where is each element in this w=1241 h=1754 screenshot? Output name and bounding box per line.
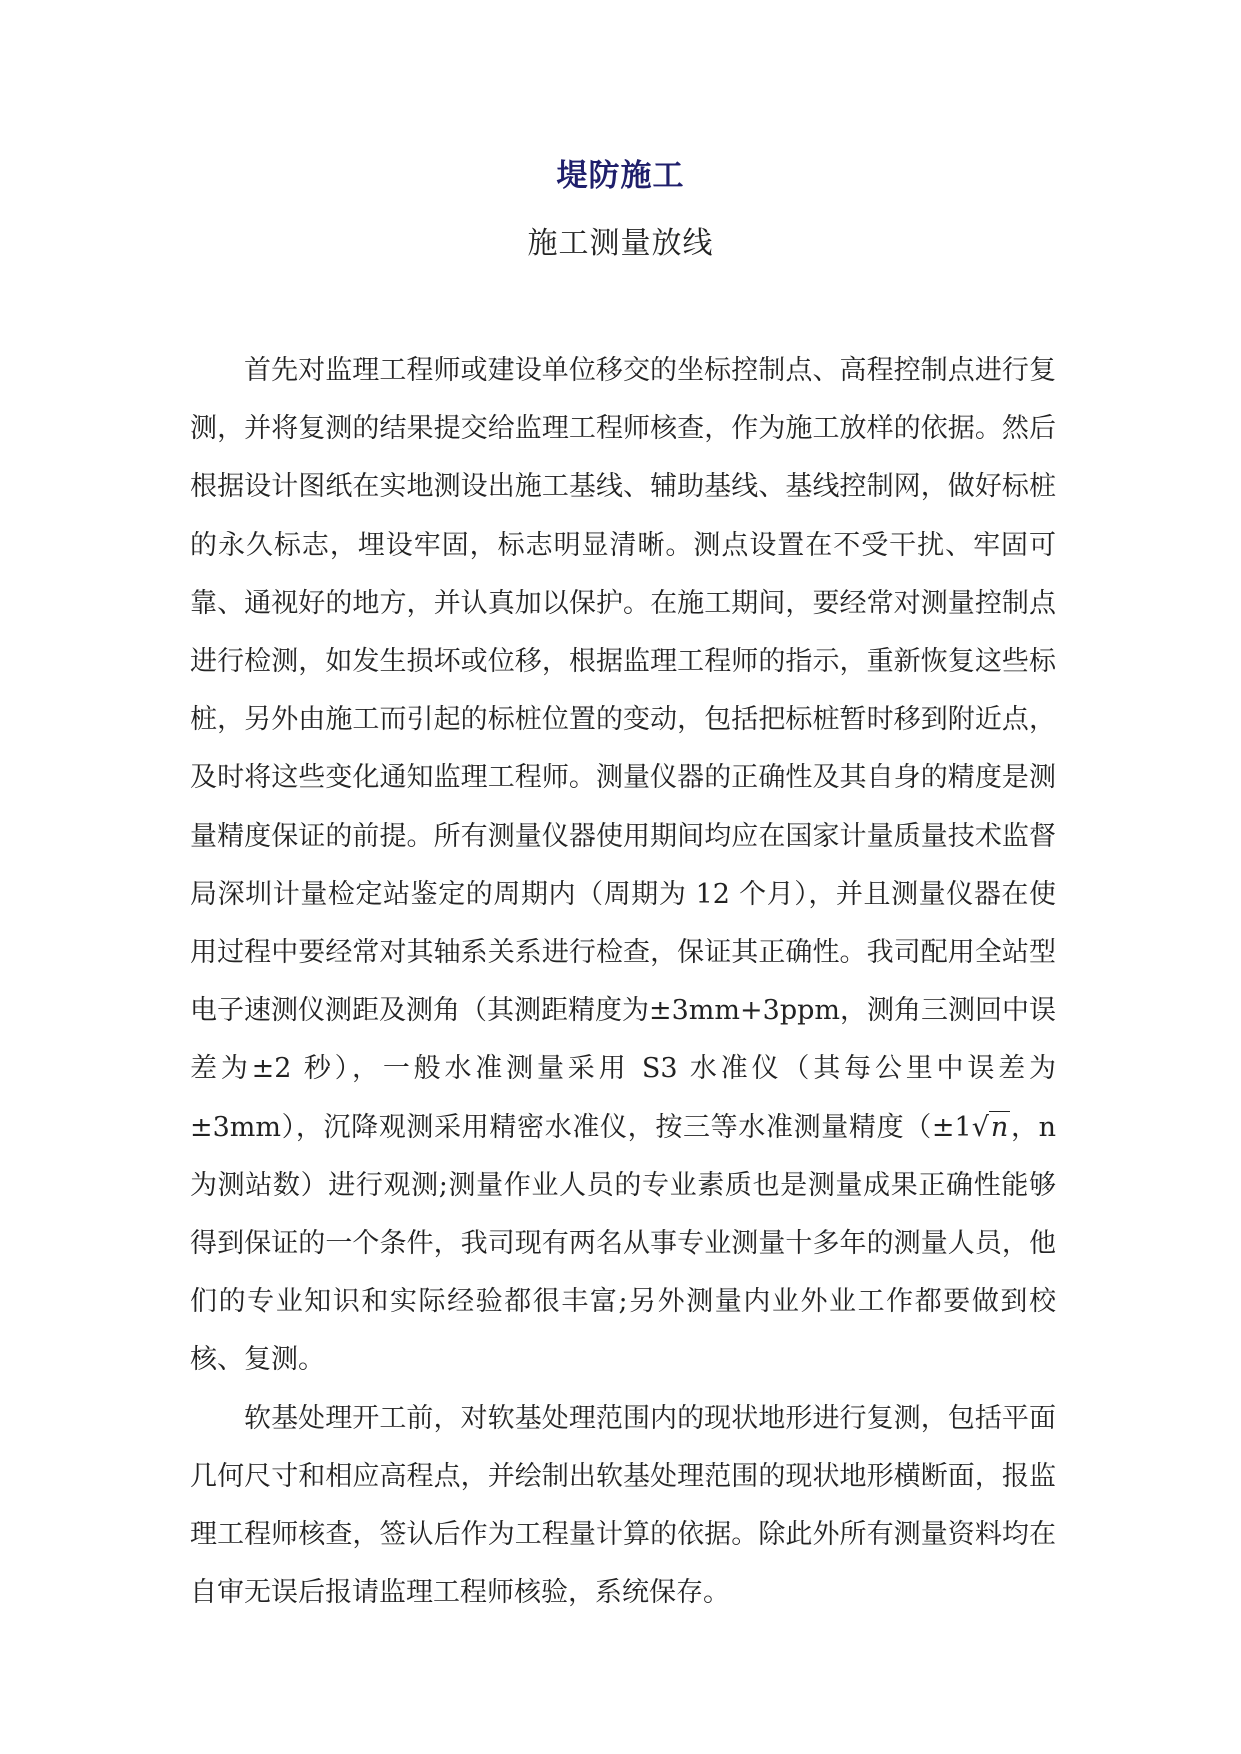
section-heading: 施工测量放线 xyxy=(527,226,714,261)
paragraph-survey-setup xyxy=(190,342,1056,1390)
sqrt-sign: √ xyxy=(971,1111,989,1143)
body-text xyxy=(190,342,1056,1622)
paragraph-soft-foundation: 软基处理开工前，对软基处理范围内的现状地形进行复测，包括平面几何尺寸和相应高程点，并绘制出软基处理范围的现状地形横断面，报监理工程师核查，签认后作为工程量计算的依据。除此外所有测量资料均在自审无误后报请监理工程师核验，系统保存。 xyxy=(190,1402,1056,1609)
paragraph-text-after-formula: ，n 为测站数）进行观测;测量作业人员的专业素质也是测量成果正确性能够得到保证的一个条件，我司现有两名从事专业测量十多年的测量人员，他们的专业知识和实际经验都很丰富;另外测量内业外业工作都要做到校核、复测。 xyxy=(190,1111,1056,1376)
sqrt-n-formula xyxy=(972,1111,1011,1143)
sqrt-radicand: n xyxy=(990,1111,1009,1143)
document-title: 堤防施工 xyxy=(556,158,685,194)
paragraph-text-before-formula: 首先对监理工程师或建设单位移交的坐标控制点、高程控制点进行复测，并将复测的结果提交给监理工程师核查，作为施工放样的依据。然后根据设计图纸在实地测设出施工基线、辅助基线、基线控制网，做好标桩的永久标志，埋设牢固，标志明显清晰。测点设置在不受干扰、牢固可靠、通视好的地方，并认真加以保护。在施工期间，要经常对测量控制点进行检测，如发生损坏或位移，根据监理工程师的指示，重新恢复这些标桩，另外由施工而引起的标桩位置的变动，包括把标桩暂时移到附近点，及时将这些变化通知监理工程师。测量仪器的正确性及其自身的精度是测量精度保证的前提。所有测量仪器使用期间均应在国家计量质量技术监督局深圳计量检定站鉴定的周期内（周期为 12 个月），并且测量仪器在使用过程中要经常对其轴系关系进行检查，保证其正确性。我司配用全站型电子速测仪测距及测角（其测距精度为±3mm+3ppm，测角三测回中误差为±2 秒），一般水准测量采用 S3 水准仪（其每公里中误差为±3mm），沉降观测采用精密水准仪，按三等水准测量精度（±1 xyxy=(190,355,1056,1143)
